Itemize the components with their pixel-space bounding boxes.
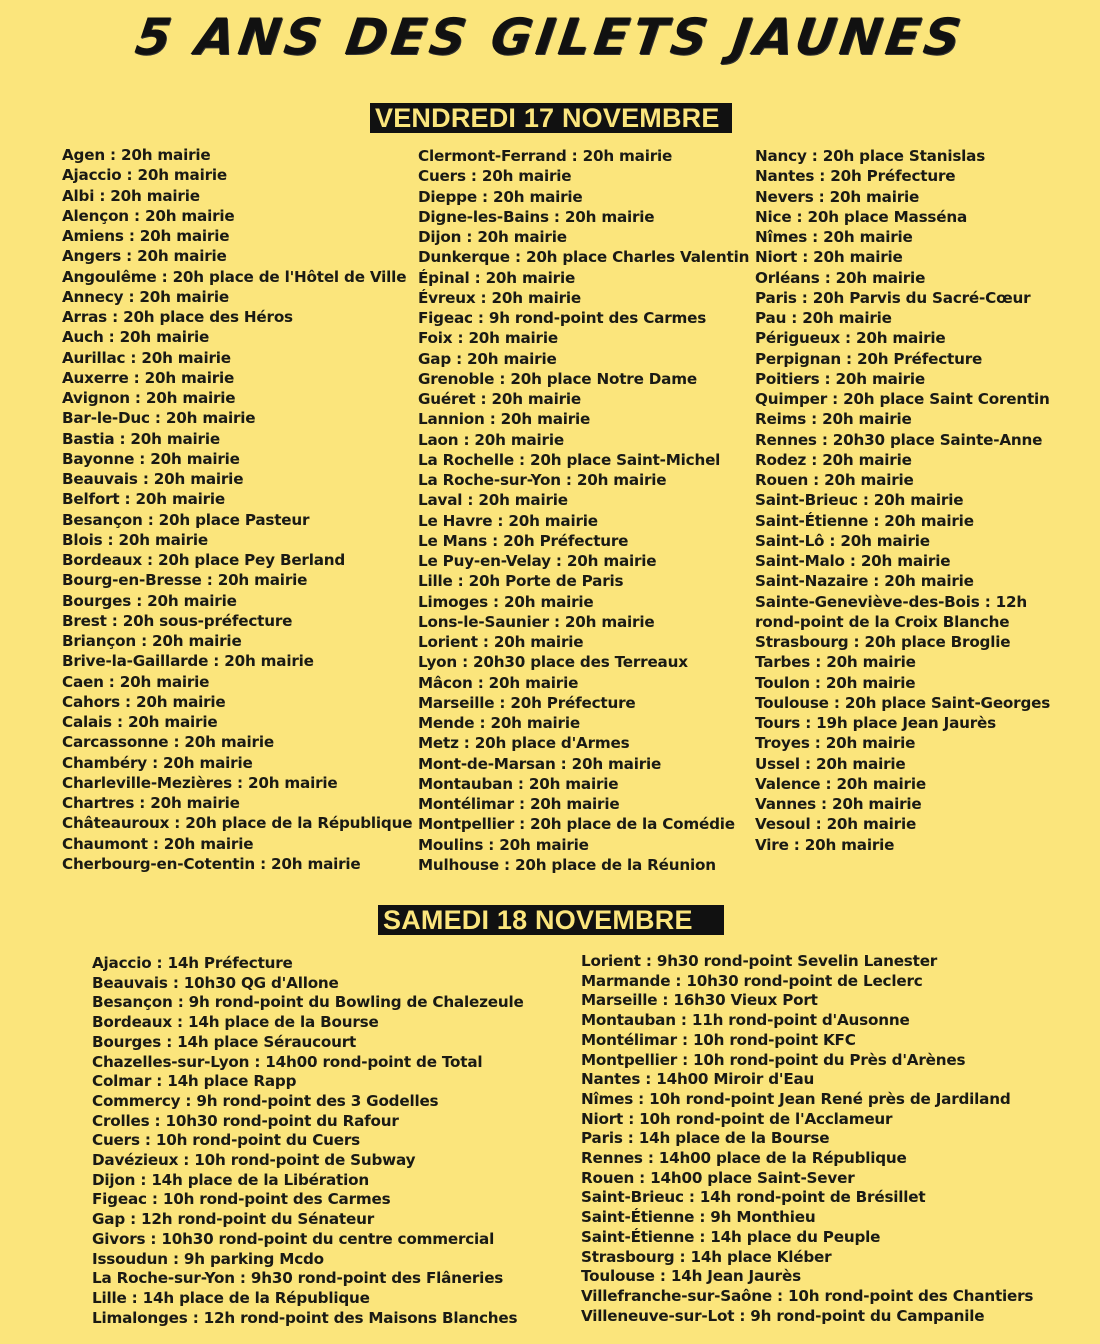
- event-entry: rond-point de la Croix Blanche: [755, 612, 1010, 631]
- friday-column-2: [418, 146, 749, 875]
- event-entry: Alençon : 20h mairie: [62, 206, 235, 225]
- event-entry: Rennes : 14h00 place de la République: [581, 1149, 907, 1168]
- event-entry: Rouen : 20h mairie: [755, 471, 914, 489]
- event-entry: Chambéry : 20h mairie: [62, 753, 253, 772]
- event-entry: Auxerre : 20h mairie: [62, 368, 235, 387]
- event-entry: Villefranche-sur-Saône : 10h rond-point des Chantiers: [581, 1286, 1034, 1305]
- event-entry: Montélimar : 10h rond-point KFC: [581, 1030, 856, 1049]
- event-entry: Colmar : 14h place Rapp: [92, 1072, 297, 1091]
- event-entry: Davézieux : 10h rond-point de Subway: [92, 1151, 416, 1170]
- event-entry: Beauvais : 10h30 QG d'Allone: [92, 973, 339, 992]
- event-entry: Guéret : 20h mairie: [418, 390, 581, 408]
- event-entry: Dijon : 20h mairie: [418, 228, 567, 246]
- event-entry: Angers : 20h mairie: [62, 247, 227, 266]
- event-entry: Calais : 20h mairie: [62, 713, 218, 731]
- event-entry: Figeac : 9h rond-point des Carmes: [418, 309, 707, 327]
- event-entry: Épinal : 20h mairie: [418, 268, 576, 287]
- event-entry: Montauban : 11h rond-point d'Ausonne: [581, 1011, 910, 1030]
- event-entry: Beauvais : 20h mairie: [62, 470, 244, 488]
- event-entry: Valence : 20h mairie: [755, 774, 926, 793]
- event-entry: Lorient : 20h mairie: [418, 633, 584, 651]
- event-entry: Brest : 20h sous-préfecture: [62, 611, 293, 630]
- event-entry: Auch : 20h mairie: [62, 328, 210, 347]
- event-entry: Bastia : 20h mairie: [62, 429, 220, 448]
- event-entry: Laon : 20h mairie: [418, 430, 564, 449]
- event-entry: Metz : 20h place d'Armes: [418, 734, 630, 753]
- event-entry: Angoulême : 20h place de l'Hôtel de Ville: [62, 267, 407, 286]
- event-entry: Crolles : 10h30 rond-point du Rafour: [92, 1111, 399, 1130]
- event-entry: Dijon : 14h place de la Libération: [92, 1170, 369, 1189]
- saturday-column-1: [92, 954, 524, 1328]
- event-entry: Saint-Étienne : 9h Monthieu: [581, 1208, 816, 1227]
- event-entry: Cuers : 20h mairie: [418, 167, 572, 186]
- event-entry: Bourges : 14h place Séraucourt: [92, 1032, 357, 1051]
- event-entry: Saint-Étienne : 14h place du Peuple: [581, 1227, 881, 1246]
- friday-heading: VENDREDI 17 NOVEMBRE: [370, 103, 732, 133]
- event-entry: Saint-Lô : 20h mairie: [755, 531, 930, 550]
- saturday-column-2: [581, 952, 1033, 1326]
- event-entry: Rouen : 14h00 place Saint-Sever: [581, 1168, 855, 1187]
- event-entry: Carcassonne : 20h mairie: [62, 733, 274, 752]
- event-entry: Le Mans : 20h Préfecture: [418, 531, 629, 550]
- event-entry: Aurillac : 20h mairie: [62, 348, 231, 367]
- event-entry: Nancy : 20h place Stanislas: [755, 147, 986, 165]
- event-entry: Amiens : 20h mairie: [62, 227, 230, 245]
- event-entry: Figeac : 10h rond-point des Carmes: [92, 1190, 391, 1209]
- event-entry: Nice : 20h place Masséna: [755, 207, 968, 226]
- event-entry: Limalonges : 12h rond-point des Maisons Blanches: [92, 1308, 518, 1327]
- event-entry: Bourges : 20h mairie: [62, 591, 237, 610]
- event-entry: Châteauroux : 20h place de la République: [62, 814, 413, 833]
- event-entry: Belfort : 20h mairie: [62, 490, 226, 509]
- event-entry: Toulouse : 14h Jean Jaurès: [581, 1267, 801, 1286]
- event-entry: Lyon : 20h30 place des Terreaux: [418, 653, 688, 672]
- event-entry: Digne-les-Bains : 20h mairie: [418, 207, 655, 226]
- event-entry: Limoges : 20h mairie: [418, 592, 594, 611]
- friday-column-1: [62, 145, 412, 874]
- event-entry: Chartres : 20h mairie: [62, 794, 240, 812]
- event-entry: Montpellier : 10h rond-point du Près d'Arènes: [581, 1050, 966, 1069]
- event-entry: Lille : 20h Porte de Paris: [418, 572, 624, 591]
- event-entry: Perpignan : 20h Préfecture: [755, 349, 983, 368]
- event-entry: Bordeaux : 20h place Pey Berland: [62, 551, 346, 569]
- event-entry: Saint-Brieuc : 14h rond-point de Brésillet: [581, 1188, 926, 1207]
- event-entry: Lille : 14h place de la République: [92, 1288, 370, 1307]
- event-entry: Gap : 20h mairie: [418, 349, 557, 368]
- event-entry: Tours : 19h place Jean Jaurès: [755, 714, 996, 732]
- event-entry: Marmande : 10h30 rond-point de Leclerc: [581, 971, 923, 990]
- event-entry: Charleville-Mezières : 20h mairie: [62, 773, 338, 792]
- event-entry: Toulouse : 20h place Saint-Georges: [755, 693, 1051, 712]
- friday-column-3: [755, 146, 1050, 855]
- event-entry: Tarbes : 20h mairie: [755, 653, 916, 672]
- event-entry: Marseille : 16h30 Vieux Port: [581, 991, 818, 1010]
- event-entry: Vesoul : 20h mairie: [755, 815, 917, 834]
- event-entry: Le Puy-en-Velay : 20h mairie: [418, 552, 657, 570]
- event-entry: Commercy : 9h rond-point des 3 Godelles: [92, 1091, 439, 1110]
- event-entry: Chazelles-sur-Lyon : 14h00 rond-point de Total: [92, 1052, 483, 1071]
- event-entry: Grenoble : 20h place Notre Dame: [418, 369, 697, 388]
- event-entry: Sainte-Geneviève-des-Bois : 12h: [755, 592, 1028, 611]
- event-entry: Poitiers : 20h mairie: [755, 369, 926, 388]
- event-entry: Cahors : 20h mairie: [62, 692, 226, 711]
- event-entry: Montpellier : 20h place de la Comédie: [418, 815, 735, 834]
- event-entry: Moulins : 20h mairie: [418, 835, 589, 854]
- event-entry: Issoudun : 9h parking Mcdo: [92, 1249, 324, 1268]
- event-entry: Brive-la-Gaillarde : 20h mairie: [62, 652, 314, 671]
- event-entry: Bourg-en-Bresse : 20h mairie: [62, 571, 308, 590]
- event-entry: Ussel : 20h mairie: [755, 754, 906, 773]
- event-entry: Lorient : 9h30 rond-point Sevelin Lanester: [581, 952, 938, 970]
- event-entry: Dunkerque : 20h place Charles Valentin: [418, 248, 750, 267]
- event-entry: Vire : 20h mairie: [755, 835, 895, 854]
- event-entry: Nevers : 20h mairie: [755, 187, 920, 206]
- event-entry: Blois : 20h mairie: [62, 530, 209, 549]
- event-entry: Mende : 20h mairie: [418, 714, 580, 732]
- event-entry: Troyes : 20h mairie: [755, 734, 916, 753]
- event-entry: Reims : 20h mairie: [755, 410, 912, 429]
- event-entry: Pau : 20h mairie: [755, 309, 892, 327]
- event-entry: Strasbourg : 20h place Broglie: [755, 633, 1011, 651]
- event-entry: Dieppe : 20h mairie: [418, 187, 583, 206]
- event-entry: La Roche-sur-Yon : 9h30 rond-point des Flâneries: [92, 1269, 504, 1288]
- event-entry: Saint-Nazaire : 20h mairie: [755, 572, 974, 591]
- event-entry: Nantes : 20h Préfecture: [755, 167, 956, 186]
- event-entry: Paris : 14h place de la Bourse: [581, 1129, 830, 1148]
- event-entry: Marseille : 20h Préfecture: [418, 693, 636, 712]
- event-entry: Mulhouse : 20h place de la Réunion: [418, 855, 716, 874]
- event-entry: Mont-de-Marsan : 20h mairie: [418, 754, 662, 773]
- event-entry: Annecy : 20h mairie: [62, 287, 229, 306]
- event-entry: Périgueux : 20h mairie: [755, 329, 946, 348]
- event-entry: Orléans : 20h mairie: [755, 268, 926, 287]
- event-entry: Givors : 10h30 rond-point du centre commercial: [92, 1229, 495, 1248]
- event-entry: Ajaccio : 14h Préfecture: [92, 954, 293, 972]
- event-entry: Ajaccio : 20h mairie: [62, 166, 228, 185]
- event-entry: Besançon : 20h place Pasteur: [62, 510, 310, 529]
- event-entry: Bordeaux : 14h place de la Bourse: [92, 1013, 379, 1032]
- event-entry: Niort : 10h rond-point de l'Acclameur: [581, 1109, 893, 1128]
- event-entry: Nîmes : 20h mairie: [755, 228, 913, 246]
- event-entry: Évreux : 20h mairie: [418, 288, 582, 307]
- event-entry: Niort : 20h mairie: [755, 248, 903, 267]
- event-entry: Briançon : 20h mairie: [62, 632, 242, 650]
- event-entry: Lannion : 20h mairie: [418, 410, 591, 429]
- event-entry: Strasbourg : 14h place Kléber: [581, 1247, 832, 1266]
- event-entry: Bayonne : 20h mairie: [62, 449, 240, 468]
- event-entry: Le Havre : 20h mairie: [418, 511, 598, 530]
- event-entry: Saint-Étienne : 20h mairie: [755, 511, 974, 530]
- event-entry: Saint-Malo : 20h mairie: [755, 552, 951, 570]
- event-entry: Nîmes : 10h rond-point Jean René près de Jardiland: [581, 1089, 1011, 1108]
- event-entry: Vannes : 20h mairie: [755, 795, 922, 813]
- event-entry: Rodez : 20h mairie: [755, 450, 912, 469]
- event-entry: Cuers : 10h rond-point du Cuers: [92, 1131, 361, 1150]
- saturday-heading: SAMEDI 18 NOVEMBRE: [378, 905, 724, 935]
- event-entry: Saint-Brieuc : 20h mairie: [755, 491, 964, 510]
- event-entry: Chaumont : 20h mairie: [62, 834, 254, 853]
- event-entry: Villeneuve-sur-Lot : 9h rond-point du Campanile: [581, 1306, 985, 1325]
- event-entry: Agen : 20h mairie: [62, 146, 211, 164]
- event-entry: Lons-le-Saunier : 20h mairie: [418, 612, 655, 631]
- event-entry: La Roche-sur-Yon : 20h mairie: [418, 471, 667, 489]
- event-entry: Nantes : 14h00 Miroir d'Eau: [581, 1070, 815, 1089]
- event-entry: Arras : 20h place des Héros: [62, 308, 293, 326]
- event-entry: Mâcon : 20h mairie: [418, 673, 579, 692]
- event-entry: Montélimar : 20h mairie: [418, 795, 620, 813]
- event-entry: Avignon : 20h mairie: [62, 389, 236, 407]
- event-entry: Albi : 20h mairie: [62, 186, 200, 205]
- event-entry: Quimper : 20h place Saint Corentin: [755, 390, 1050, 408]
- poster-title: 5 ANS DES GILETS JAUNES: [131, 8, 969, 66]
- event-entry: Foix : 20h mairie: [418, 329, 558, 348]
- event-entry: Cherbourg-en-Cotentin : 20h mairie: [62, 854, 361, 873]
- event-entry: Toulon : 20h mairie: [755, 673, 916, 692]
- event-entry: Gap : 12h rond-point du Sénateur: [92, 1210, 374, 1229]
- event-entry: Bar-le-Duc : 20h mairie: [62, 409, 256, 428]
- event-entry: Laval : 20h mairie: [418, 491, 568, 510]
- event-entry: Besançon : 9h rond-point du Bowling de Chalezeule: [92, 993, 524, 1012]
- event-entry: Montauban : 20h mairie: [418, 774, 619, 793]
- event-entry: Caen : 20h mairie: [62, 672, 210, 691]
- event-entry: La Rochelle : 20h place Saint-Michel: [418, 450, 721, 469]
- event-entry: Clermont-Ferrand : 20h mairie: [418, 147, 673, 165]
- event-entry: Paris : 20h Parvis du Sacré-Cœur: [755, 288, 1031, 307]
- event-entry: Rennes : 20h30 place Sainte-Anne: [755, 430, 1043, 449]
